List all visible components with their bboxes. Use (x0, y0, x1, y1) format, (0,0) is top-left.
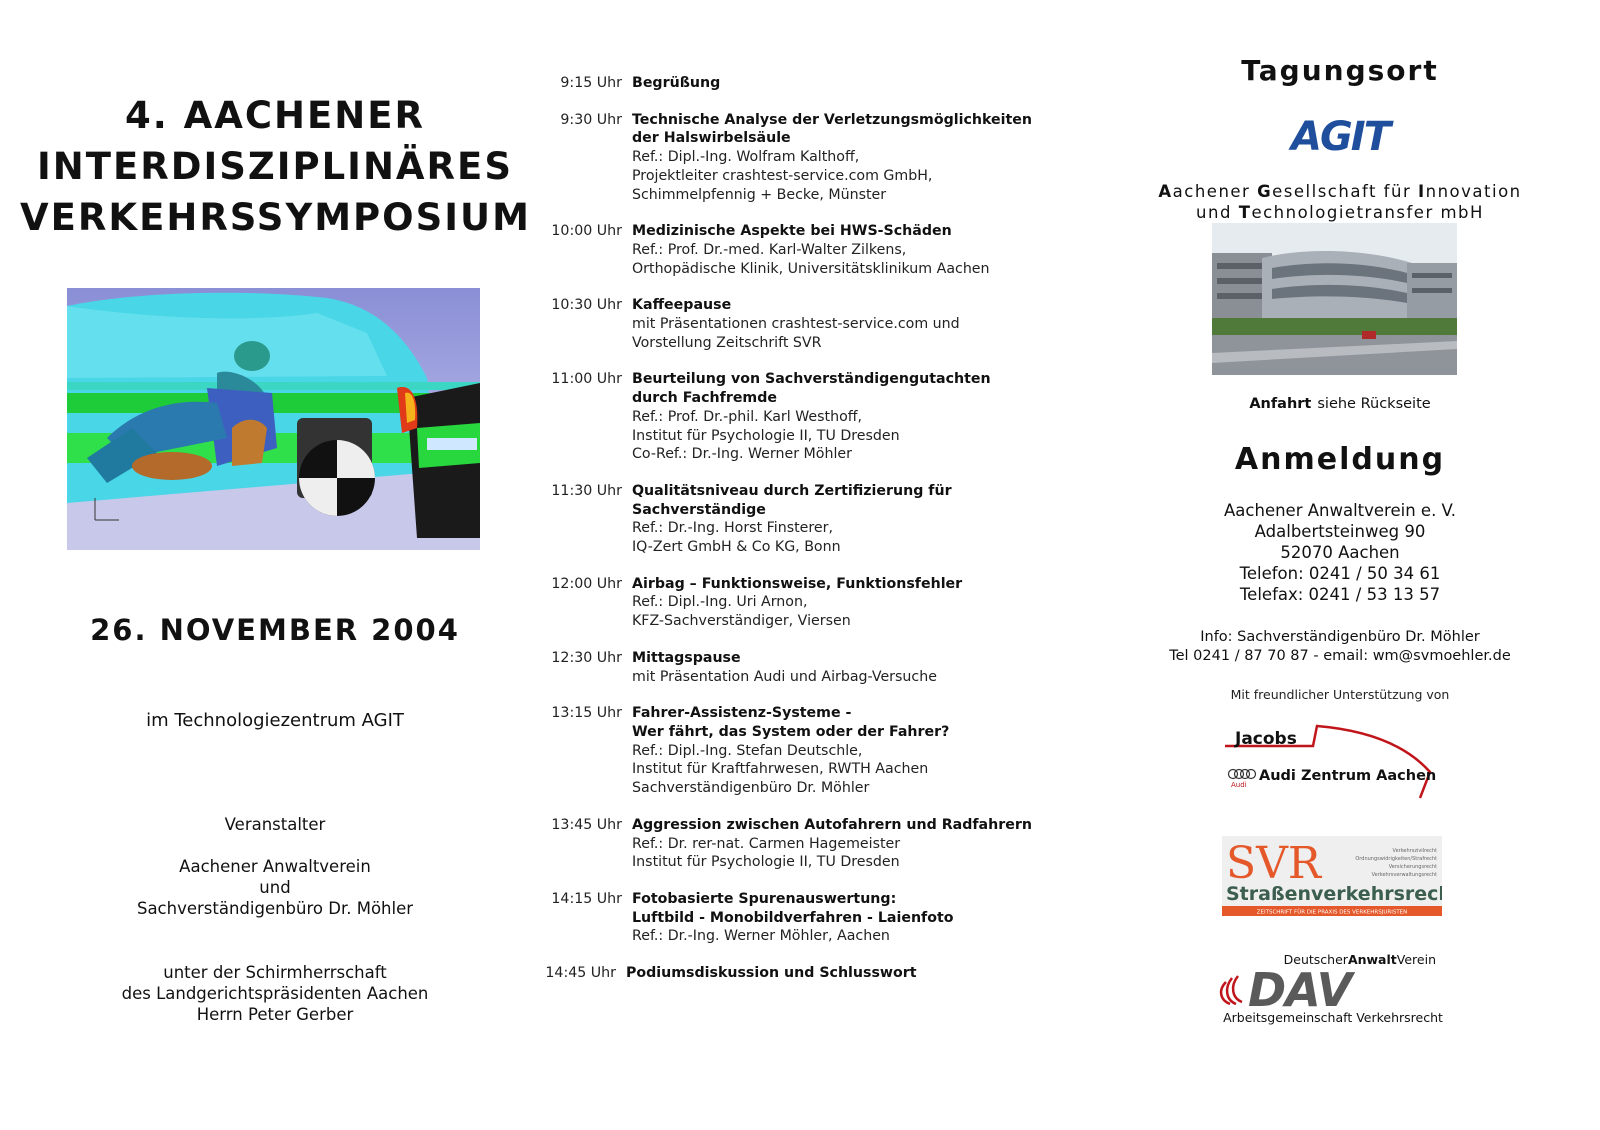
program-time: 13:45 Uhr (551, 816, 622, 833)
program-time: 11:30 Uhr (551, 482, 622, 499)
dav-logo (1208, 952, 1458, 1027)
svg-text:Verkehrszivilrecht: Verkehrszivilrecht (1392, 848, 1437, 854)
svr-logo-graphic (1222, 836, 1442, 916)
building-photo-graphic (1212, 223, 1457, 375)
patron-line-3: Herrn Peter Gerber (196, 1005, 354, 1024)
program-time: 13:15 Uhr (551, 705, 622, 722)
program-title: Airbag – Funktionsweise, Funktionsfehler (632, 575, 963, 592)
program-item (540, 111, 1040, 205)
title-line-3: VERKEHRSSYMPOSIUM (20, 196, 531, 239)
program-title: Kaffeepause (632, 297, 732, 314)
dav-big: DAV (1248, 963, 1352, 1017)
svr-big: SVR (1226, 838, 1322, 889)
svr-subtitle: Straßenverkehrsrecht (1226, 883, 1442, 905)
organizer-label: Veranstalter (224, 815, 326, 834)
directions-note (1140, 396, 1540, 412)
program-title: der Halswirbelsäule (632, 130, 791, 147)
program-time: 10:30 Uhr (551, 297, 622, 314)
agit-full-name (1140, 181, 1540, 223)
program-detail: Institut für Psychologie II, TU Dresden (632, 427, 900, 444)
left-column (20, 0, 530, 1130)
jacobs-audi-logo (1225, 724, 1440, 804)
svg-text:Verkehrsverwaltungsrecht: Verkehrsverwaltungsrecht (1371, 872, 1437, 878)
program-title: Technische Analyse der Verletzungsmöglichkeiten (632, 111, 1033, 128)
title-line-1: 4. AACHENER (124, 94, 426, 137)
program-item (540, 704, 1040, 798)
program-time: 9:30 Uhr (560, 111, 622, 128)
program-schedule (540, 74, 1040, 983)
program-item (540, 964, 1040, 983)
program-time: 14:15 Uhr (551, 890, 622, 907)
program-detail: Orthopädische Klinik, Universitätsklinikum Aachen (632, 260, 990, 277)
organizer-line-2: und (259, 878, 291, 897)
program-detail: Ref.: Dipl.-Ing. Wolfram Kalthoff, (632, 149, 860, 166)
program-time: 12:30 Uhr (551, 649, 622, 666)
event-venue: im Technologiezentrum AGIT (146, 710, 404, 731)
event-title (20, 90, 530, 243)
directions-text: siehe Rückseite (1317, 396, 1431, 412)
svr-logo (1222, 836, 1442, 916)
program-title: Sachverständige (632, 501, 766, 518)
crash-simulation-graphic (67, 288, 480, 550)
program-item (540, 74, 1040, 93)
organizer-line-3: Sachverständigenbüro Dr. Möhler (136, 899, 414, 918)
program-title: Fotobasierte Spurenauswertung: (632, 890, 897, 907)
program-body (632, 296, 1040, 352)
program-detail: KFZ-Sachverständiger, Viersen (632, 613, 851, 630)
jacobs-logo-graphic (1225, 724, 1440, 804)
patron-line-1: unter der Schirmherrschaft (163, 963, 387, 982)
program-time: 9:15 Uhr (560, 75, 622, 91)
program-body (632, 111, 1040, 205)
program-body (632, 482, 1040, 557)
program-detail: Institut für Psychologie II, TU Dresden (632, 854, 900, 871)
address-phone: Telefon: 0241 / 50 34 61 (1239, 564, 1441, 583)
registration-heading: Anmeldung (1234, 442, 1446, 477)
program-body (632, 222, 1040, 278)
audi-zentrum-name: Audi Zentrum Aachen (1259, 768, 1437, 784)
dav-logo-graphic (1208, 952, 1458, 1027)
program-title: Podiumsdiskussion und Schlusswort (626, 965, 917, 982)
program-time: 10:00 Uhr (551, 223, 622, 240)
program-body (632, 74, 1040, 93)
address-fax: Telefax: 0241 / 53 13 57 (1239, 585, 1441, 604)
agit-logo (1140, 114, 1540, 158)
program-detail: Ref.: Prof. Dr.-phil. Karl Westhoff, (632, 408, 863, 425)
program-time: 14:45 Uhr (545, 965, 616, 982)
program-item (540, 296, 1040, 352)
program-body (632, 704, 1040, 798)
program-time: 12:00 Uhr (551, 575, 622, 592)
program-detail: Ref.: Dr.-Ing. Horst Finsterer, (632, 520, 833, 537)
program-body (632, 890, 1040, 946)
address-line-2: Adalbertsteinweg 90 (1254, 522, 1426, 541)
program-item (540, 816, 1040, 872)
registration-address (1140, 500, 1540, 605)
program-item (540, 370, 1040, 464)
crash-simulation-image (67, 288, 480, 550)
program-detail: Co-Ref.: Dr.-Ing. Werner Möhler (632, 446, 852, 463)
program-body (632, 370, 1040, 464)
svg-text:ZEITSCHRIFT FÜR DIE PRAXIS DES: ZEITSCHRIFT FÜR DIE PRAXIS DES VERKEHRSJURISTEN (1256, 909, 1408, 916)
address-line-3: 52070 Aachen (1280, 543, 1400, 562)
program-detail: Ref.: Dr.-Ing. Werner Möhler, Aachen (632, 928, 890, 945)
program-item (540, 890, 1040, 946)
event-date: 26. NOVEMBER 2004 (90, 613, 460, 647)
patron-line-2: des Landgerichtspräsidenten Aachen (121, 984, 429, 1003)
support-note: Mit freundlicher Unterstützung von (1230, 687, 1450, 702)
program-body (632, 575, 1040, 631)
program-body (632, 649, 1040, 686)
info-contact (1140, 628, 1540, 666)
program-item (540, 222, 1040, 278)
program-detail: Vorstellung Zeitschrift SVR (632, 334, 822, 351)
program-detail: Institut für Kraftfahrwesen, RWTH Aachen (632, 761, 929, 778)
program-title: Aggression zwischen Autofahrern und Radfahrern (632, 816, 1032, 833)
program-detail: mit Präsentation Audi und Airbag-Versuche (632, 668, 937, 685)
program-title: Wer fährt, das System oder der Fahrer? (632, 723, 950, 740)
info-line-2: Tel 0241 / 87 70 87 - email: wm@svmoehler.de (1169, 648, 1511, 664)
dav-subtitle: Arbeitsgemeinschaft Verkehrsrecht (1223, 1010, 1443, 1025)
svg-text:Versicherungsrecht: Versicherungsrecht (1388, 864, 1437, 870)
program-detail: Schimmelpfennig + Becke, Münster (632, 186, 887, 203)
agit-name-line-2: und Technologietransfer mbH (1196, 203, 1484, 222)
title-line-2: INTERDISZIPLINÄRES (37, 145, 513, 188)
directions-label: Anfahrt (1249, 396, 1312, 412)
program-body (632, 816, 1040, 872)
program-title: Qualitätsniveau durch Zertifizierung für (632, 482, 952, 499)
program-title: Medizinische Aspekte bei HWS-Schäden (632, 223, 952, 240)
organizer-block (20, 814, 530, 919)
program-body (626, 964, 1040, 983)
program-title: durch Fachfremde (632, 390, 777, 407)
program-title: Fahrer-Assistenz-Systeme - (632, 705, 852, 722)
organizer-line-1: Aachener Anwaltverein (179, 857, 371, 876)
info-line-1: Info: Sachverständigenbüro Dr. Möhler (1200, 629, 1480, 645)
program-title: Beurteilung von Sachverständigengutachten (632, 371, 991, 388)
agit-logo-graphic (1280, 114, 1400, 158)
program-item (540, 649, 1040, 686)
address-line-1: Aachener Anwaltverein e. V. (1224, 501, 1456, 520)
program-detail: Ref.: Prof. Dr.-med. Karl-Walter Zilkens, (632, 241, 907, 258)
program-title: Begrüßung (632, 75, 721, 91)
program-detail: Sachverständigenbüro Dr. Möhler (632, 780, 870, 797)
program-title: Mittagspause (632, 649, 741, 666)
agit-building-photo (1212, 223, 1457, 375)
program-item (540, 482, 1040, 557)
program-item (540, 575, 1040, 631)
agit-logo-text: AGIT (1291, 114, 1389, 158)
program-detail: Ref.: Dr. rer-nat. Carmen Hagemeister (632, 835, 901, 852)
program-detail: Ref.: Dipl.-Ing. Stefan Deutschle, (632, 742, 863, 759)
svg-text:DeutscherAnwaltVerein: DeutscherAnwaltVerein (1283, 952, 1436, 967)
program-time: 11:00 Uhr (551, 371, 622, 388)
location-heading: Tagungsort (1241, 54, 1439, 87)
audi-mark: Audi (1231, 781, 1247, 789)
program-detail: Ref.: Dipl.-Ing. Uri Arnon, (632, 594, 808, 611)
jacobs-name: Jacobs (1235, 729, 1297, 749)
svg-text:Ordnungswidrigkeiten/Strafrech: Ordnungswidrigkeiten/Strafrecht (1355, 856, 1437, 862)
program-detail: Projektleiter crashtest-service.com GmbH, (632, 167, 933, 184)
program-detail: IQ-Zert GmbH & Co KG, Bonn (632, 539, 841, 556)
program-title: Luftbild - Monobildverfahren - Laienfoto (632, 909, 954, 926)
patron-block (20, 962, 530, 1025)
program-detail: mit Präsentationen crashtest-service.com und (632, 316, 960, 333)
agit-name-line-1: Aachener Gesellschaft für Innovation (1158, 182, 1522, 201)
